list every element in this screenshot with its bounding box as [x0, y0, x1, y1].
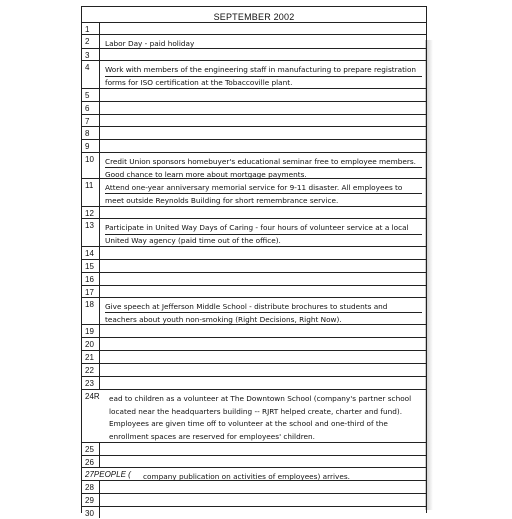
column-divider: [99, 286, 100, 297]
day-number: 29: [85, 496, 94, 505]
calendar-row: [82, 272, 426, 285]
day-entry: ead to children as a volunteer at The Downtown School (company's partner school located near the headquarters building -- RJRT helped create, charter and fund). Employees are given time off to volunteer at the school and one-third of the enrollment spaces are reserved for employees' children.: [109, 394, 412, 441]
calendar-row: [82, 389, 426, 442]
column-divider: [99, 260, 100, 272]
day-number: 16: [85, 275, 94, 284]
calendar-row: [82, 324, 426, 337]
column-divider: [99, 61, 100, 88]
column-divider: [99, 494, 100, 506]
column-divider: [99, 102, 100, 114]
column-divider: [99, 89, 100, 101]
day-number: 2: [85, 37, 90, 46]
calendar-row: [82, 34, 426, 48]
column-divider: [99, 456, 100, 467]
day-entry: Credit Union sponsors homebuyer's educational seminar free to employee members. Good chance to learn more about mortgage payments.: [105, 157, 416, 179]
calendar-row: [82, 480, 426, 493]
day-number: 26: [85, 458, 94, 467]
page-title: SEPTEMBER 2002: [213, 12, 295, 22]
day-entry: Work with members of the engineering staff in manufacturing to prepare registration forms for ISO certification at the Tobaccoville plant.: [105, 65, 417, 87]
day-number: 9: [85, 142, 90, 151]
calendar-row: [82, 139, 426, 152]
day-number: 28: [85, 483, 94, 492]
calendar-row: [82, 48, 426, 60]
day-number: 17: [85, 288, 94, 297]
day-number: 4: [85, 63, 90, 72]
column-divider: [99, 273, 100, 285]
day-number: 3: [85, 51, 90, 60]
column-divider: [99, 443, 100, 455]
calendar-row: [82, 337, 426, 350]
column-divider: [99, 49, 100, 60]
column-divider: [99, 140, 100, 152]
day-entry: Participate in United Way Days of Caring - four hours of volunteer service at a local United Way agency (paid time out of the office).: [105, 223, 409, 245]
calendar-row: [82, 259, 426, 272]
column-divider: [99, 338, 100, 350]
day-number: 24R: [85, 392, 100, 401]
day-number: 10: [85, 155, 94, 164]
day-number: 19: [85, 327, 94, 336]
day-number: 27PEOPLE (: [85, 470, 131, 479]
calendar-row: [82, 376, 426, 389]
column-divider: [99, 35, 100, 48]
calendar-row: [82, 101, 426, 114]
column-divider: [99, 179, 100, 206]
calendar-row: [82, 246, 426, 259]
day-entry: Give speech at Jefferson Middle School - distribute brochures to students and teachers about youth non-smoking (Right Decisions, Right Now).: [105, 302, 388, 324]
day-number: 22: [85, 366, 94, 375]
column-divider: [99, 351, 100, 363]
day-number: 20: [85, 340, 94, 349]
column-divider: [99, 377, 100, 389]
column-divider: [99, 247, 100, 259]
day-number: 5: [85, 91, 90, 100]
column-divider: [99, 219, 100, 246]
calendar-row: [82, 218, 426, 246]
column-divider: [99, 207, 100, 218]
column-divider: [99, 127, 100, 139]
column-divider: [99, 23, 100, 34]
calendar-row: [82, 88, 426, 101]
day-number: 18: [85, 300, 94, 309]
day-number: 30: [85, 509, 94, 518]
day-number: 11: [85, 181, 94, 190]
column-divider: [99, 115, 100, 126]
column-divider: [99, 298, 100, 324]
calendar-rows: [82, 22, 426, 518]
day-number: 21: [85, 353, 94, 362]
column-divider: [99, 325, 100, 337]
day-number: 8: [85, 129, 90, 138]
day-number: 13: [85, 221, 94, 230]
calendar-row: [82, 493, 426, 506]
day-number: 12: [85, 209, 94, 218]
calendar-row: [82, 206, 426, 218]
calendar-row: [82, 22, 426, 34]
column-divider: [99, 153, 100, 178]
calendar-row: [82, 114, 426, 126]
column-divider: [99, 364, 100, 376]
calendar-row: [82, 126, 426, 139]
day-number: 25: [85, 445, 94, 454]
column-divider: [99, 481, 100, 493]
calendar-row: [82, 455, 426, 467]
calendar-row: [82, 178, 426, 206]
day-number: 14: [85, 249, 94, 258]
calendar-sheet: [81, 6, 427, 518]
calendar-row: [82, 350, 426, 363]
calendar-row: [82, 363, 426, 376]
calendar-row: [82, 467, 426, 480]
day-entry: Labor Day - paid holiday: [105, 39, 195, 48]
day-number: 7: [85, 117, 90, 126]
calendar-row: [82, 152, 426, 178]
calendar-row: [82, 506, 426, 518]
calendar-row: [82, 60, 426, 88]
calendar-row: [82, 285, 426, 297]
calendar-row: [82, 297, 426, 324]
day-number: 6: [85, 104, 90, 113]
day-number: 1: [85, 25, 90, 34]
day-number: 23: [85, 379, 94, 388]
day-entry: Attend one-year anniversary memorial service for 9-11 disaster. All employees to meet outside Reynolds Building for short remembrance service.: [105, 183, 403, 205]
calendar-row: [82, 442, 426, 455]
column-divider: [99, 507, 100, 518]
day-number: 15: [85, 262, 94, 271]
day-entry: company publication on activities of employees) arrives.: [143, 472, 350, 481]
